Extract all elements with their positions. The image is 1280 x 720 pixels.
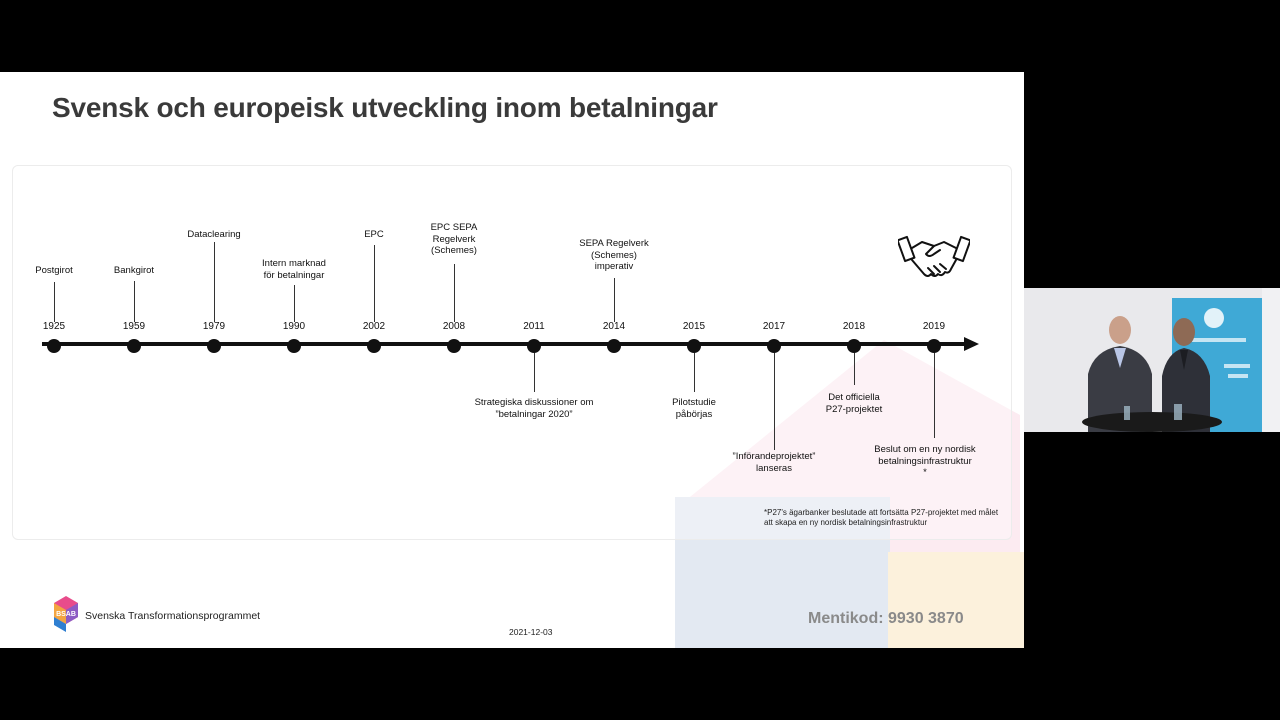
timeline-stem: [214, 242, 215, 322]
timeline-stem: [54, 282, 55, 322]
timeline-year: 2011: [523, 321, 545, 332]
presenter-video-frame: [1024, 288, 1280, 432]
organization-name: Svenska Transformationsprogrammet: [85, 610, 261, 622]
timeline-year: 2015: [682, 321, 706, 332]
timeline-event-label: Bankgirot: [113, 265, 155, 276]
timeline-marker: [287, 339, 301, 353]
timeline-stem: [614, 278, 615, 322]
timeline-event-label: Strategiska diskussioner om ”betalningar 2020”: [474, 397, 594, 420]
timeline-year: 2014: [602, 321, 626, 332]
timeline-year: 1979: [202, 321, 226, 332]
timeline-marker: [847, 339, 861, 353]
timeline-marker: [607, 339, 621, 353]
timeline-stem: [774, 350, 775, 450]
timeline-event-label: SEPA Regelverk (Schemes) imperativ: [579, 238, 649, 272]
timeline-year: 1990: [282, 321, 306, 332]
timeline-stem: [294, 285, 295, 322]
bsab-logo-icon: [52, 596, 80, 632]
handshake-icon: [898, 230, 970, 286]
slide-date: 2021-12-03: [509, 627, 553, 637]
presenter-video: [1024, 288, 1280, 432]
timeline-year: 2002: [362, 321, 386, 332]
timeline-stem: [854, 350, 855, 385]
timeline-marker: [927, 339, 941, 353]
timeline-event-label: EPC: [364, 229, 384, 240]
timeline-year: 2019: [922, 321, 946, 332]
svg-text:BSAB: BSAB: [56, 611, 76, 618]
timeline-year: 2008: [442, 321, 466, 332]
timeline-year: 2017: [762, 321, 786, 332]
timeline-stem: [374, 245, 375, 322]
timeline-stem: [134, 281, 135, 322]
timeline-stem: [934, 350, 935, 438]
timeline-event-label: ”Införandeprojektet” lanseras: [732, 451, 816, 474]
timeline-marker: [527, 339, 541, 353]
timeline-arrowhead: [964, 337, 979, 351]
timeline-axis: [42, 342, 966, 346]
timeline-marker: [687, 339, 701, 353]
timeline-event-label: Pilotstudie påbörjas: [672, 397, 716, 420]
timeline-marker: [207, 339, 221, 353]
timeline-marker: [447, 339, 461, 353]
timeline-marker: [47, 339, 61, 353]
timeline-event-label: Postgirot: [35, 265, 73, 276]
timeline-year: 1959: [122, 321, 146, 332]
timeline-year: 2018: [842, 321, 866, 332]
timeline-stem: [694, 350, 695, 392]
timeline-event-label: EPC SEPA Regelverk (Schemes): [430, 222, 478, 256]
timeline-event-label: Det officiella P27-projektet: [825, 392, 883, 415]
timeline-marker: [367, 339, 381, 353]
timeline-event-label: Intern marknad för betalningar: [262, 258, 326, 281]
presentation-slide: [0, 72, 1024, 648]
slide-title: Svensk och europeisk utveckling inom betalningar: [52, 92, 718, 123]
timeline-event-label: Dataclearing: [187, 229, 241, 240]
menti-code: Mentikod: 9930 3870: [808, 610, 964, 627]
timeline-stem: [534, 350, 535, 392]
timeline-marker: [127, 339, 141, 353]
footnote: *P27's ägarbanker beslutade att fortsätta P27-projektet med målet att skapa en ny nordisk betalningsinfrastruktur: [764, 508, 999, 527]
decor-shape-cream: [888, 552, 1024, 648]
timeline-year: 1925: [42, 321, 66, 332]
timeline-marker: [767, 339, 781, 353]
timeline-stem: [454, 264, 455, 322]
timeline-event-label: Beslut om en ny nordisk betalningsinfrastruktur *: [874, 444, 976, 478]
